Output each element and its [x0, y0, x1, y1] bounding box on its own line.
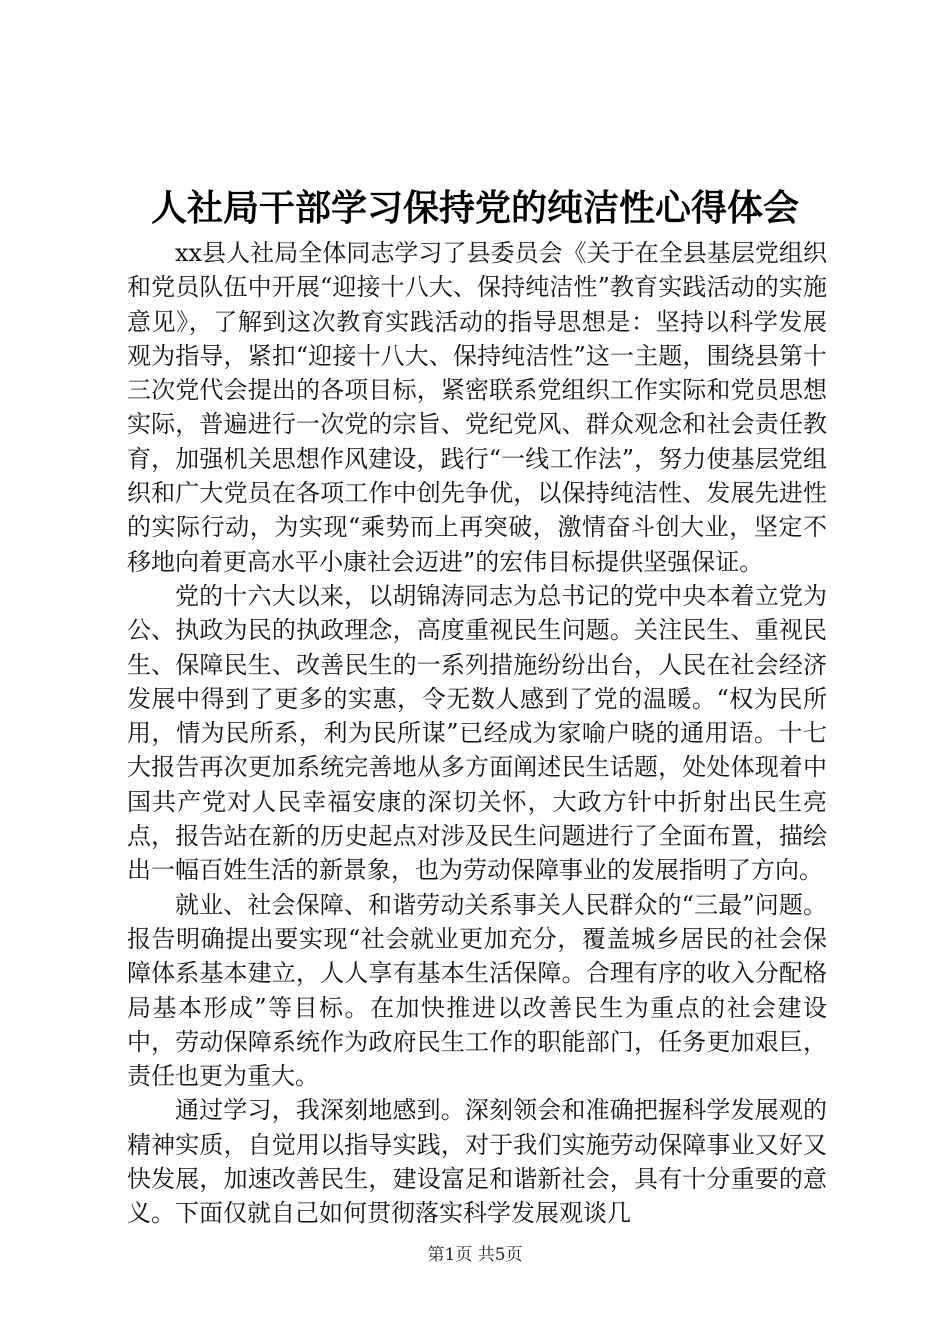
- document-body: [127, 236, 827, 1231]
- paragraph: 通过学习，我深刻地感到。深刻领会和准确把握科学发展观的精神实质，自觉用以指导实践，对于我们实施劳动保障事业又好又快发展，加速改善民生，建设富足和谐新社会，具有十分重要的意义。下面仅就自己如何贯彻落实科学发展观谈几: [127, 1096, 827, 1228]
- document-title: 人社局干部学习保持党的纯洁性心得体会: [150, 187, 799, 229]
- page-footer: 第1页 共5页: [427, 1245, 523, 1265]
- paragraph: xx县人社局全体同志学习了县委员会《关于在全县基层党组织和党员队伍中开展“迎接十八大、保持纯洁性”教育实践活动的实施意见》，了解到这次教育实践活动的指导思想是：坚持以科学发展观为指导，紧扣“迎接十八大、保持纯洁性”这一主题，围绕县第十三次党代会提出的各项目标，紧密联系党组织工作实际和党员思想实际，普遍进行一次党的宗旨、党纪党风、群众观念和社会责任教育，加强机关思想作风建设，践行“一线工作法”，努力使基层党组织和广大党员在各项工作中创先争优，以保持纯洁性、发展先进性的实际行动，为实现“乘势而上再突破，激情奋斗创大业，坚定不移地向着更高水平小康社会迈进”的宏伟目标提供坚强保证。: [127, 239, 827, 576]
- paragraph: 党的十六大以来，以胡锦涛同志为总书记的党中央本着立党为公、执政为民的执政理念，高度重视民生问题。关注民生、重视民生、保障民生、改善民生的一系列措施纷纷出台，人民在社会经济发展中得到了更多的实惠，令无数人感到了党的温暖。“权为民所用，情为民所系，利为民所谋”已经成为家喻户晓的通用语。十七大报告再次更加系统完善地从多方面阐述民生话题，处处体现着中国共产党对人民幸福安康的深切关怀，大政方针中折射出民生亮点，报告站在新的历史起点对涉及民生问题进行了全面布置，描绘出一幅百姓生活的新景象，也为劳动保障事业的发展指明了方向。: [127, 581, 827, 885]
- paragraph: 就业、社会保障、和谐劳动关系事关人民群众的“三最”问题。报告明确提出要实现“社会就业更加充分，覆盖城乡居民的社会保障体系基本建立，人人享有基本生活保障。合理有序的收入分配格局基本形成”等目标。在加快推进以改善民生为重点的社会建设中，劳动保障系统作为政府民生工作的职能部门，任务更加艰巨，责任也更为重大。: [127, 890, 827, 1091]
